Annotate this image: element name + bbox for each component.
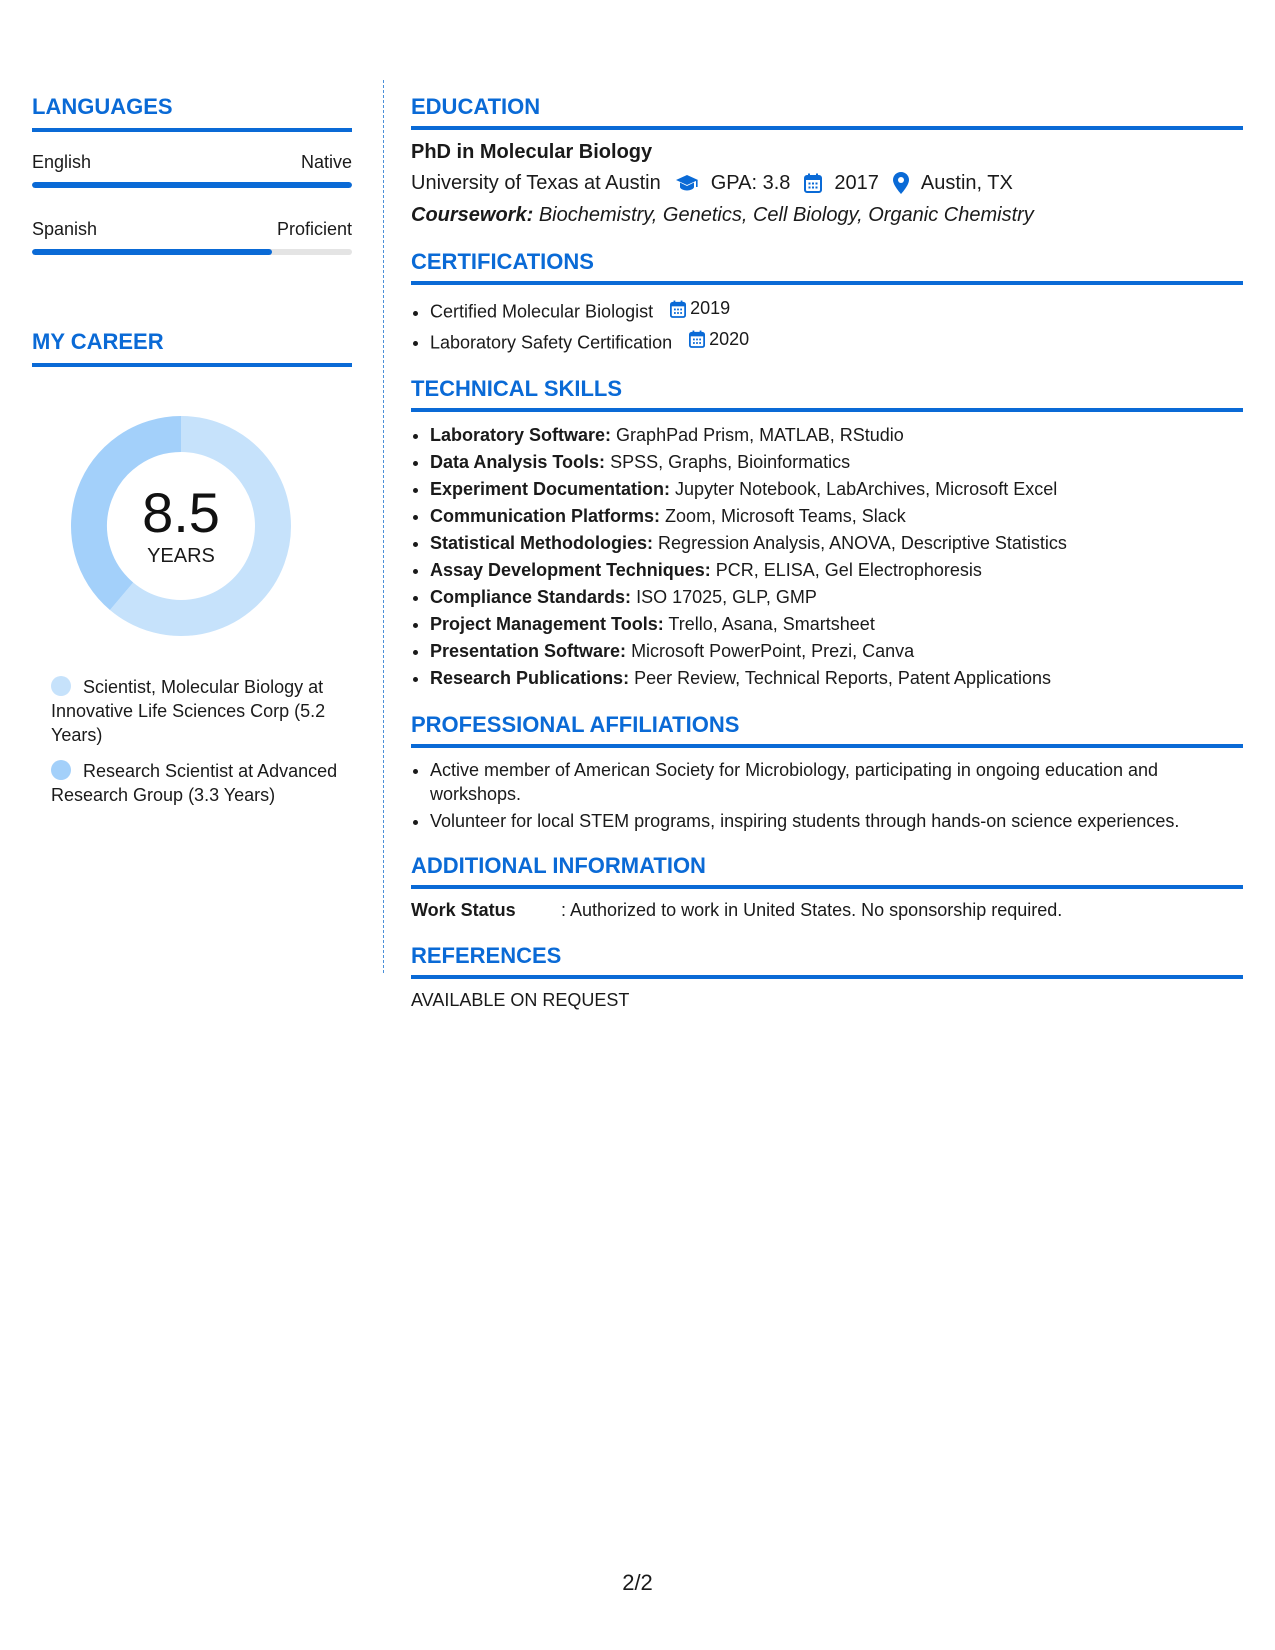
affiliations-list [411, 758, 1243, 833]
career-donut-chart [66, 411, 296, 641]
language-bar-fill [32, 182, 352, 188]
legend-dot [51, 676, 71, 696]
education-year: 2017 [834, 172, 879, 194]
certifications-title: CERTIFICATIONS [411, 249, 1243, 285]
skill-label: Statistical Methodologies: [430, 533, 654, 553]
calendar-icon [804, 173, 822, 193]
language-bar [32, 249, 352, 255]
certification-name: Laboratory Safety Certification [430, 332, 673, 352]
skill-value: Peer Review, Technical Reports, Patent Applications [634, 668, 1051, 688]
certification-item [430, 326, 1243, 357]
skill-value: Jupyter Notebook, LabArchives, Microsoft Excel [675, 479, 1058, 499]
education-school: University of Texas at Austin [411, 172, 661, 194]
skills-section [411, 376, 1243, 692]
language-level: Proficient [276, 219, 352, 239]
coursework-list: Biochemistry, Genetics, Cell Biology, Organic Chemistry [538, 204, 1034, 226]
certifications-section [411, 249, 1243, 356]
career-total: 8.5 [142, 481, 220, 544]
education-section [411, 94, 1243, 229]
skill-label: Experiment Documentation: [430, 479, 671, 499]
affiliations-title: PROFESSIONAL AFFILIATIONS [411, 712, 1243, 748]
skill-label: Laboratory Software: [430, 425, 612, 445]
legend-dot [51, 760, 71, 780]
skill-item [430, 557, 1243, 584]
skills-list [411, 422, 1243, 692]
column-divider [383, 80, 384, 973]
language-level: Native [300, 152, 352, 172]
sidebar [32, 94, 352, 819]
skill-item [430, 638, 1243, 665]
language-bar-fill [32, 249, 272, 255]
language-name: Spanish [32, 219, 98, 239]
skill-label: Project Management Tools: [430, 614, 664, 634]
graduation-cap-icon [675, 174, 699, 192]
skill-label: Communication Platforms: [430, 506, 661, 526]
skills-title: TECHNICAL SKILLS [411, 376, 1243, 412]
calendar-icon [670, 300, 686, 318]
references-text: AVAILABLE ON REQUEST [411, 990, 630, 1010]
skill-value: Zoom, Microsoft Teams, Slack [665, 506, 906, 526]
page-number: 2/2 [622, 1570, 653, 1595]
skill-value: ISO 17025, GLP, GMP [636, 587, 817, 607]
certifications-list [411, 295, 1243, 356]
education-coursework [411, 201, 1243, 229]
work-status-label: Work Status [411, 900, 516, 920]
language-bar [32, 182, 352, 188]
additional-info-section [411, 853, 1243, 923]
legend-label: Scientist, Molecular Biology at Innovative Life Sciences Corp (5.2 Years) [51, 677, 326, 745]
main-content [411, 94, 1243, 1013]
additional-info-title: ADDITIONAL INFORMATION [411, 853, 1243, 889]
language-item [32, 151, 352, 188]
coursework-label: Coursework: [411, 204, 534, 226]
language-item [32, 218, 352, 255]
certification-item [430, 295, 1243, 326]
skill-item [430, 422, 1243, 449]
education-gpa: GPA: 3.8 [710, 172, 791, 194]
skill-item [430, 584, 1243, 611]
skill-value: Regression Analysis, ANOVA, Descriptive Statistics [658, 533, 1067, 553]
skill-label: Compliance Standards: [430, 587, 632, 607]
education-degree: PhD in Molecular Biology [411, 141, 653, 163]
skill-item [430, 476, 1243, 503]
certification-year: 2019 [690, 298, 731, 318]
legend-label: Research Scientist at Advanced Research Group (3.3 Years) [51, 761, 338, 805]
skill-item [430, 530, 1243, 557]
affiliation-item: • Volunteer for local STEM programs, inspiring students through hands-on science experiences. [430, 809, 1243, 833]
career-legend-item [51, 759, 341, 807]
education-title: EDUCATION [411, 94, 1243, 130]
affiliations-section [411, 712, 1243, 833]
certification-name: Certified Molecular Biologist [430, 301, 654, 322]
work-status-value: : Authorized to work in United States. No sponsorship required. [561, 900, 1063, 920]
references-title: REFERENCES [411, 943, 1243, 979]
languages-title: LANGUAGES [32, 94, 352, 132]
skill-value: Microsoft PowerPoint, Prezi, Canva [631, 641, 915, 661]
skill-item [430, 665, 1243, 692]
skill-label: Research Publications: [430, 668, 630, 688]
language-name: English [32, 152, 92, 172]
career-legend [32, 675, 341, 807]
skill-value: SPSS, Graphs, Bioinformatics [610, 452, 851, 472]
skill-item [430, 611, 1243, 638]
career-legend-item [51, 675, 341, 747]
skill-label: Presentation Software: [430, 641, 627, 661]
skill-item [430, 449, 1243, 476]
skill-label: Assay Development Techniques: [430, 560, 711, 580]
career-unit: YEARS [147, 545, 215, 567]
skill-value: GraphPad Prism, MATLAB, RStudio [616, 425, 904, 445]
skill-value: PCR, ELISA, Gel Electrophoresis [715, 560, 982, 580]
references-section [411, 943, 1243, 1013]
education-location: Austin, TX [920, 172, 1013, 194]
skill-label: Data Analysis Tools: [430, 452, 606, 472]
skill-item [430, 503, 1243, 530]
skill-value: Trello, Asana, Smartsheet [668, 614, 875, 634]
calendar-icon [689, 330, 705, 348]
work-status-row [411, 897, 1243, 923]
certification-year: 2020 [709, 328, 750, 349]
map-pin-icon [893, 172, 909, 194]
career-title: MY CAREER [32, 329, 352, 367]
education-details [411, 169, 1243, 197]
affiliation-item: • Active member of American Society for Microbiology, participating in ongoing education and workshops. [430, 758, 1243, 806]
